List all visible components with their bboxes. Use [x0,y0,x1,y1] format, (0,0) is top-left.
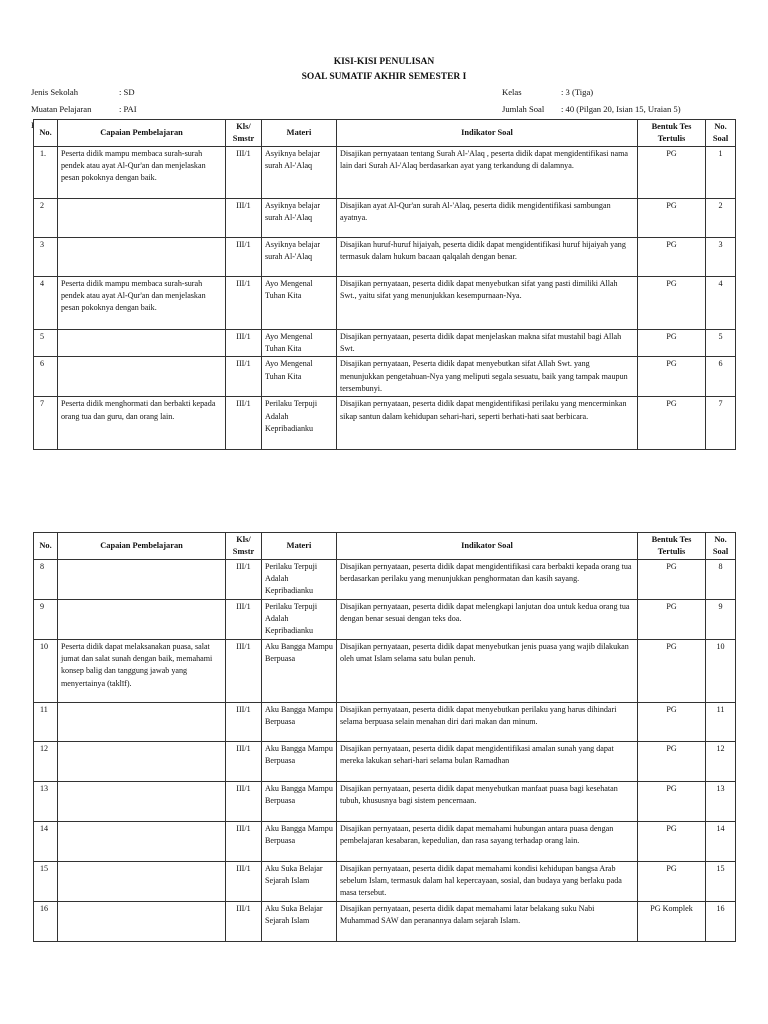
cell-capaian [58,862,226,902]
header-indikator: Indikator Soal [337,120,638,147]
cell-bentuk: PG [638,357,706,397]
cell-kls: III/1 [226,560,262,600]
cell-nosoal: 8 [706,560,736,600]
cell-no: 11 [34,703,58,742]
cell-nosoal: 10 [706,640,736,703]
cell-nosoal: 15 [706,862,736,902]
cell-kls: III/1 [226,901,262,941]
header-no: No. [34,120,58,147]
cell-materi: Perilaku Terpuji Adalah Kepribadianku [262,397,337,450]
header-capaian: Capaian Pembelajaran [58,533,226,560]
cell-kls: III/1 [226,742,262,782]
header-bentuk: Bentuk Tes Tertulis [638,533,706,560]
cell-kls: III/1 [226,782,262,822]
cell-kls: III/1 [226,238,262,277]
meta-jenis-sekolah: Jenis Sekolah : SD [31,87,135,97]
cell-bentuk: PG [638,862,706,902]
cell-nosoal: 6 [706,357,736,397]
table-row [34,640,736,703]
header-materi: Materi [262,533,337,560]
table-header-row [34,120,736,147]
cell-no: 13 [34,782,58,822]
cell-bentuk: PG [638,640,706,703]
cell-nosoal: 12 [706,742,736,782]
cell-capaian [58,199,226,238]
cell-bentuk: PG [638,822,706,862]
header-indikator: Indikator Soal [337,533,638,560]
header-kls: Kls/ Smstr [226,120,262,147]
header-nosoal: No. Soal [706,120,736,147]
cell-indikator: Disajikan pernyataan, peserta didik dapat mengidentifikasi amalan sunah yang dapat mereka lakukan sehari-hari selama bulan Ramadhan [337,742,638,782]
cell-no: 16 [34,901,58,941]
table-row [34,397,736,450]
cell-indikator: Disajikan huruf-huruf hijaiyah, peserta didik dapat mengidentifikasi huruf hijaiyah yang termasuk dalam hukum bacaan qalqalah dengan benar. [337,238,638,277]
table-row [34,357,736,397]
cell-materi: Asyiknya belajar surah Al-'Alaq [262,199,337,238]
header-kls: Kls/ Smstr [226,533,262,560]
cell-no: 15 [34,862,58,902]
cell-bentuk: PG [638,397,706,450]
cell-nosoal: 16 [706,901,736,941]
document-subtitle: SOAL SUMATIF AKHIR SEMESTER I [301,72,467,82]
cell-no: 9 [34,600,58,640]
table-row [34,277,736,330]
cell-nosoal: 11 [706,703,736,742]
cell-no: 14 [34,822,58,862]
cell-kls: III/1 [226,147,262,199]
cell-no: 8 [34,560,58,600]
cell-materi: Asyiknya belajar surah Al-'Alaq [262,238,337,277]
cell-no: 7 [34,397,58,450]
header-materi: Materi [262,120,337,147]
cell-nosoal: 13 [706,782,736,822]
document-title: KISI-KISI PENULISAN [333,57,435,67]
cell-bentuk: PG [638,199,706,238]
table-row [34,199,736,238]
table-row [34,147,736,199]
cell-bentuk: PG [638,742,706,782]
cell-bentuk: PG [638,560,706,600]
cell-bentuk: PG [638,277,706,330]
header-nosoal: No. Soal [706,533,736,560]
cell-bentuk: PG [638,600,706,640]
cell-no: 4 [34,277,58,330]
cell-nosoal: 1 [706,147,736,199]
cell-indikator: Disajikan pernyataan, peserta didik dapat memahami hubungan antara puasa dengan pembelajaran kesabaran, kepedulian, dan rasa sayang terhadap orang lain. [337,822,638,862]
cell-indikator: Disajikan ayat Al-Qur'an surah Al-'Alaq, peserta didik mengidentifikasi sambungan ayatnya. [337,199,638,238]
cell-capaian [58,901,226,941]
cell-nosoal: 9 [706,600,736,640]
cell-kls: III/1 [226,357,262,397]
cell-materi: Perilaku Terpuji Adalah Kepribadianku [262,560,337,600]
kisi-kisi-table-2 [33,532,736,942]
table-row [34,330,736,357]
cell-indikator: Disajikan pernyataan, peserta didik dapat mengidentifikasi perilaku yang mencerminkan sikap santun dalam kehidupan sehari-hari, seperti berhati-hati saat berbicara. [337,397,638,450]
header-bentuk: Bentuk Tes Tertulis [638,120,706,147]
cell-indikator: Disajikan pernyataan tentang Surah Al-'Alaq , peserta didik dapat mengidentifikasi nama lain dari Surah Al-'Alaq berdasarkan ayat yang terkandung di dalamnya. [337,147,638,199]
cell-materi: Aku Bangga Mampu Berpuasa [262,742,337,782]
cell-no: 12 [34,742,58,782]
cell-indikator: Disajikan pernyataan, peserta didik dapat memahami latar belakang suku Nabi Muhammad SAW dan peranannya dalam sejarah Islam. [337,901,638,941]
cell-nosoal: 7 [706,397,736,450]
cell-materi: Ayo Mengenal Tuhan Kita [262,330,337,357]
cell-no: 3 [34,238,58,277]
cell-indikator: Disajikan pernyataan, peserta didik dapat menjelaskan makna sifat mustahil bagi Allah Swt. [337,330,638,357]
cell-indikator: Disajikan pernyataan, peserta didik dapat menyebutkan perilaku yang harus dihindari selama berpuasa selain menahan diri dari makan dan minum. [337,703,638,742]
cell-bentuk: PG Komplek [638,901,706,941]
table-row [34,560,736,600]
cell-capaian [58,742,226,782]
cell-materi: Aku Bangga Mampu Berpuasa [262,822,337,862]
header-capaian: Capaian Pembelajaran [58,120,226,147]
table-row [34,703,736,742]
cell-kls: III/1 [226,277,262,330]
meta-penyusun: Penyusun : _ [502,120,570,130]
cell-kls: III/1 [226,397,262,450]
cell-nosoal: 2 [706,199,736,238]
cell-capaian [58,238,226,277]
cell-capaian [58,703,226,742]
cell-nosoal: 14 [706,822,736,862]
cell-kls: III/1 [226,199,262,238]
cell-capaian [58,330,226,357]
cell-no: 5 [34,330,58,357]
table-row [34,822,736,862]
cell-materi: Asyiknya belajar surah Al-'Alaq [262,147,337,199]
cell-bentuk: PG [638,238,706,277]
cell-capaian: Peserta didik menghormati dan berbakti kepada orang tua dan guru, dan orang lain. [58,397,226,450]
cell-materi: Aku Bangga Mampu Berpuasa [262,703,337,742]
cell-capaian: Peserta didik mampu membaca surah-surah pendek atau ayat Al-Qur'an dan menjelaskan pesan pokoknya dengan baik. [58,147,226,199]
table-row [34,742,736,782]
meta-muatan-pelajaran: Muatan Pelajaran : PAI [31,103,137,114]
kisi-kisi-table-1 [33,119,736,450]
cell-kls: III/1 [226,822,262,862]
cell-capaian [58,782,226,822]
cell-materi: Ayo Mengenal Tuhan Kita [262,357,337,397]
table-row [34,600,736,640]
cell-capaian [58,822,226,862]
cell-capaian: Peserta didik dapat melaksanakan puasa, salat jumat dan salat sunah dengan baik, memahami konsep balig dan tanggung jawab yang menyertainya (taklīf). [58,640,226,703]
cell-no: 10 [34,640,58,703]
cell-capaian [58,600,226,640]
cell-bentuk: PG [638,703,706,742]
cell-capaian [58,357,226,397]
meta-kurikulum: Kurikulum : Kurikulum Merdeka [31,120,194,130]
table-row [34,238,736,277]
cell-nosoal: 5 [706,330,736,357]
cell-bentuk: PG [638,782,706,822]
cell-kls: III/1 [226,862,262,902]
table-row [34,862,736,902]
cell-indikator: Disajikan pernyataan, peserta didik dapat menyebutkan manfaat puasa bagi kesehatan tubuh, khususnya bagi sistem pencernaan. [337,782,638,822]
cell-no: 6 [34,357,58,397]
cell-indikator: Disajikan pernyataan, peserta didik dapat menyebutkan sifat yang pasti dimiliki Allah Swt., yaitu sifat yang menunjukkan kesempurnaan-Nya. [337,277,638,330]
cell-indikator: Disajikan pernyataan, peserta didik dapat menyebutkan jenis puasa yang wajib dilakukan oleh umat Islam selama satu bulan penuh. [337,640,638,703]
cell-kls: III/1 [226,600,262,640]
cell-materi: Perilaku Terpuji Adalah Kepribadianku [262,600,337,640]
cell-nosoal: 3 [706,238,736,277]
cell-capaian: Peserta didik mampu membaca surah-surah pendek atau ayat Al-Qur'an dan menjelaskan pesan pokoknya dengan baik. [58,277,226,330]
cell-bentuk: PG [638,147,706,199]
cell-materi: Ayo Mengenal Tuhan Kita [262,277,337,330]
cell-no: 1. [34,147,58,199]
meta-kelas: Kelas : 3 (Tiga) [502,87,594,97]
cell-materi: Aku Suka Belajar Sejarah Islam [262,901,337,941]
cell-indikator: Disajikan pernyataan, peserta didik dapat memahami kondisi kehidupan bangsa Arab sebelum Islam, termasuk dalam hal kepercayaan, sosial, dan budaya yang berlaku pada masa tersebut. [337,862,638,902]
cell-capaian [58,560,226,600]
cell-indikator: Disajikan pernyataan, peserta didik dapat mengidentifikasi cara berbakti kepada orang tua berdasarkan perilaku yang menunjukkan penghormatan dan kasih sayang. [337,560,638,600]
cell-kls: III/1 [226,330,262,357]
cell-kls: III/1 [226,703,262,742]
cell-indikator: Disajikan pernyataan, Peserta didik dapat menyebutkan sifat Allah Swt. yang menunjukkan pengetahuan-Nya yang meliputi segala sesuatu, baik yang tampak maupun tersembunyi. [337,357,638,397]
cell-indikator: Disajikan pernyataan, peserta didik dapat melengkapi lanjutan doa untuk kedua orang tua dengan benar sesuai dengan teks doa. [337,600,638,640]
table-row [34,901,736,941]
cell-no: 2 [34,199,58,238]
table-row [34,782,736,822]
header-no: No. [34,533,58,560]
cell-bentuk: PG [638,330,706,357]
cell-materi: Aku Bangga Mampu Berpuasa [262,640,337,703]
cell-materi: Aku Bangga Mampu Berpuasa [262,782,337,822]
cell-materi: Aku Suka Belajar Sejarah Islam [262,862,337,902]
table-header-row [34,533,736,560]
meta-jumlah-soal: Jumlah Soal : 40 (Pilgan 20, Isian 15, Uraian 5) [502,103,681,114]
cell-kls: III/1 [226,640,262,703]
cell-nosoal: 4 [706,277,736,330]
